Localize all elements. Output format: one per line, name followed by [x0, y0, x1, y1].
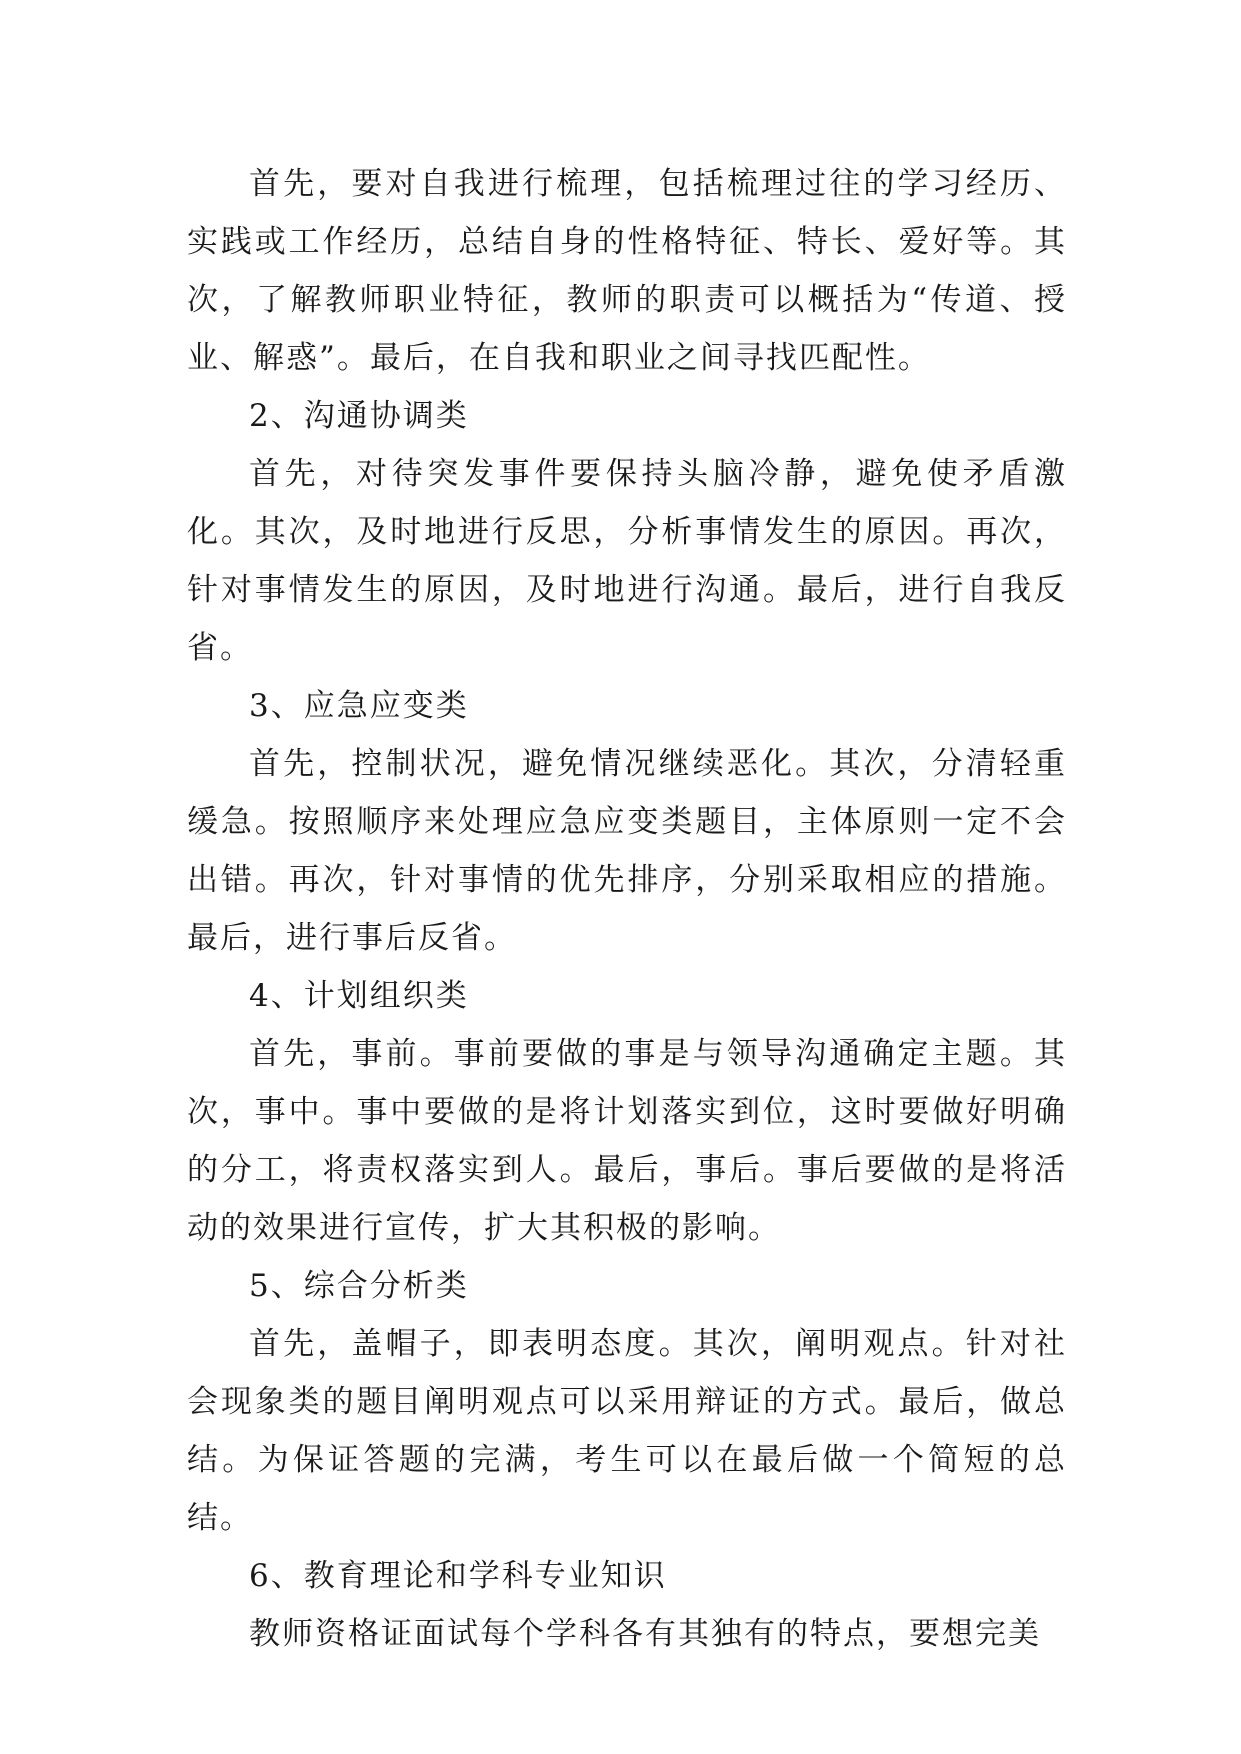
- paragraph-emergency: 首先，控制状况，避免情况继续恶化。其次，分清轻重缓急。按照顺序来处理应急应变类题目，主体原则一定不会出错。再次，针对事情的优先排序，分别采取相应的措施。最后，进行事后反省。: [187, 746, 1067, 956]
- section-heading-analysis: 5、综合分析类: [249, 1268, 469, 1304]
- section-heading-planning: 4、计划组织类: [249, 978, 469, 1014]
- paragraph-planning: 首先，事前。事前要做的事是与领导沟通确定主题。其次，事中。事中要做的是将计划落实到位，这时要做好明确的分工，将责权落实到人。最后，事后。事后要做的是将活动的效果进行宣传，扩大其积极的影响。: [187, 1036, 1067, 1246]
- paragraph-education-theory: 教师资格证面试每个学科各有其独有的特点，要想完美: [249, 1616, 1041, 1652]
- paragraph-communication: 首先，对待突发事件要保持头脑冷静，避免使矛盾激化。其次，及时地进行反思，分析事情发生的原因。再次，针对事情发生的原因，及时地进行沟通。最后，进行自我反省。: [187, 456, 1067, 666]
- section-heading-communication: 2、沟通协调类: [249, 398, 469, 434]
- paragraph-analysis: 首先，盖帽子，即表明态度。其次，阐明观点。针对社会现象类的题目阐明观点可以采用辩证的方式。最后，做总结。为保证答题的完满，考生可以在最后做一个简短的总结。: [187, 1326, 1067, 1536]
- document-body: [187, 155, 1067, 1663]
- section-heading-emergency: 3、应急应变类: [249, 688, 469, 724]
- paragraph-self-review: 首先，要对自我进行梳理，包括梳理过往的学习经历、实践或工作经历，总结自身的性格特征、特长、爱好等。其次，了解教师职业特征，教师的职责可以概括为“传道、授业、解惑”。最后，在自我和职业之间寻找匹配性。: [187, 166, 1067, 376]
- section-heading-education-theory: 6、教育理论和学科专业知识: [249, 1558, 667, 1594]
